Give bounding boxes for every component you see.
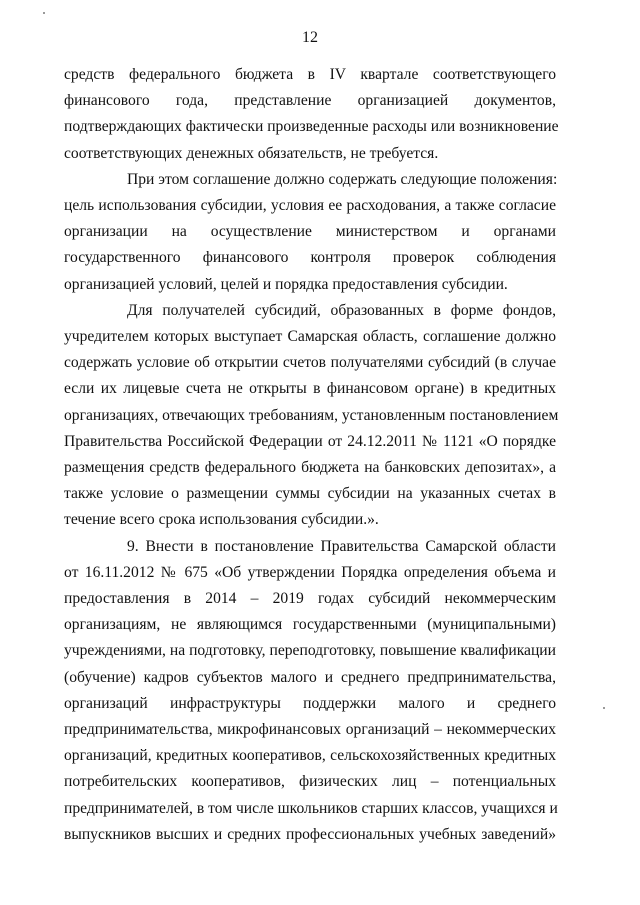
text-line: цель использования субсидии, условия ее расходования, а также согласие (64, 197, 556, 215)
text-line: от 16.11.2012 № 675 «Об утверждении Порядка определения объема и (64, 563, 556, 581)
paragraph-agreement (64, 167, 556, 298)
text-line: организаций инфраструктуры поддержки малого и среднего (64, 694, 556, 712)
text-line: соответствующих денежных обязательств, не требуется. (64, 144, 439, 162)
scan-speck-right (603, 707, 605, 709)
text-line: течение всего срока использования субсидии.». (64, 511, 379, 529)
text-line: Для получателей субсидий, образованных в форме фондов, (127, 301, 556, 319)
text-line: также условие о размещении суммы субсидии на указанных счетах в (64, 485, 556, 503)
text-line: учреждениями, на подготовку, переподготовку, повышение квалификации (64, 642, 556, 660)
text-line: организациях, отвечающих требованиям, установленным постановлением (64, 406, 559, 424)
paragraph-funds (64, 298, 559, 534)
text-line: (обучение) кадров субъектов малого и среднего предпринимательства, (64, 668, 556, 686)
text-line: При этом соглашение должно содержать следующие положения: (127, 170, 558, 188)
text-line: Правительства Российской Федерации от 24.12.2011 № 1121 «О порядке (64, 432, 556, 450)
text-line: предоставления в 2014 – 2019 годах субсидий некоммерческим (64, 590, 556, 608)
text-line: организациям, не являющимся государственными (муниципальными) (64, 616, 556, 634)
text-line: государственного финансового контроля проверок соблюдения (64, 249, 556, 267)
paragraph-item-9 (64, 534, 556, 848)
text-line: выпускников высших и средних профессиональных учебных заведений» (64, 825, 556, 843)
page-number: 12 (302, 29, 318, 46)
text-line: предпринимателей, в том числе школьников старших классов, учащихся и (64, 799, 558, 817)
text-line: организации на осуществление министерством и органами (64, 223, 556, 241)
document-body (64, 62, 559, 848)
text-line: предпринимательства, микрофинансовых организаций – некоммерческих (64, 721, 556, 739)
scan-speck-top-left (43, 12, 45, 14)
text-line: организацией условий, целей и порядка предоставления субсидии. (64, 275, 508, 293)
text-line: если их лицевые счета не открыты в финансовом органе) в кредитных (64, 380, 556, 398)
text-line: организаций, кредитных кооперативов, сельскохозяйственных кредитных (64, 747, 556, 765)
text-line: подтверждающих фактически произведенные расходы или возникновение (64, 118, 559, 136)
text-line: содержать условие об открытии счетов получателями субсидий (в случае (64, 354, 556, 372)
text-line: размещения средств федерального бюджета на банковских депозитах», а (64, 459, 556, 477)
text-line: потребительских кооперативов, физических лиц – потенциальных (64, 773, 556, 791)
text-line: 9. Внести в постановление Правительства Самарской области (127, 537, 556, 555)
text-line: средств федерального бюджета в IV квартале соответствующего (64, 66, 556, 83)
text-line: учредителем которых выступает Самарская область, соглашение должно (64, 328, 556, 346)
text-line: финансового года, представление организацией документов, (64, 92, 556, 110)
paragraph-continuation (64, 62, 559, 167)
